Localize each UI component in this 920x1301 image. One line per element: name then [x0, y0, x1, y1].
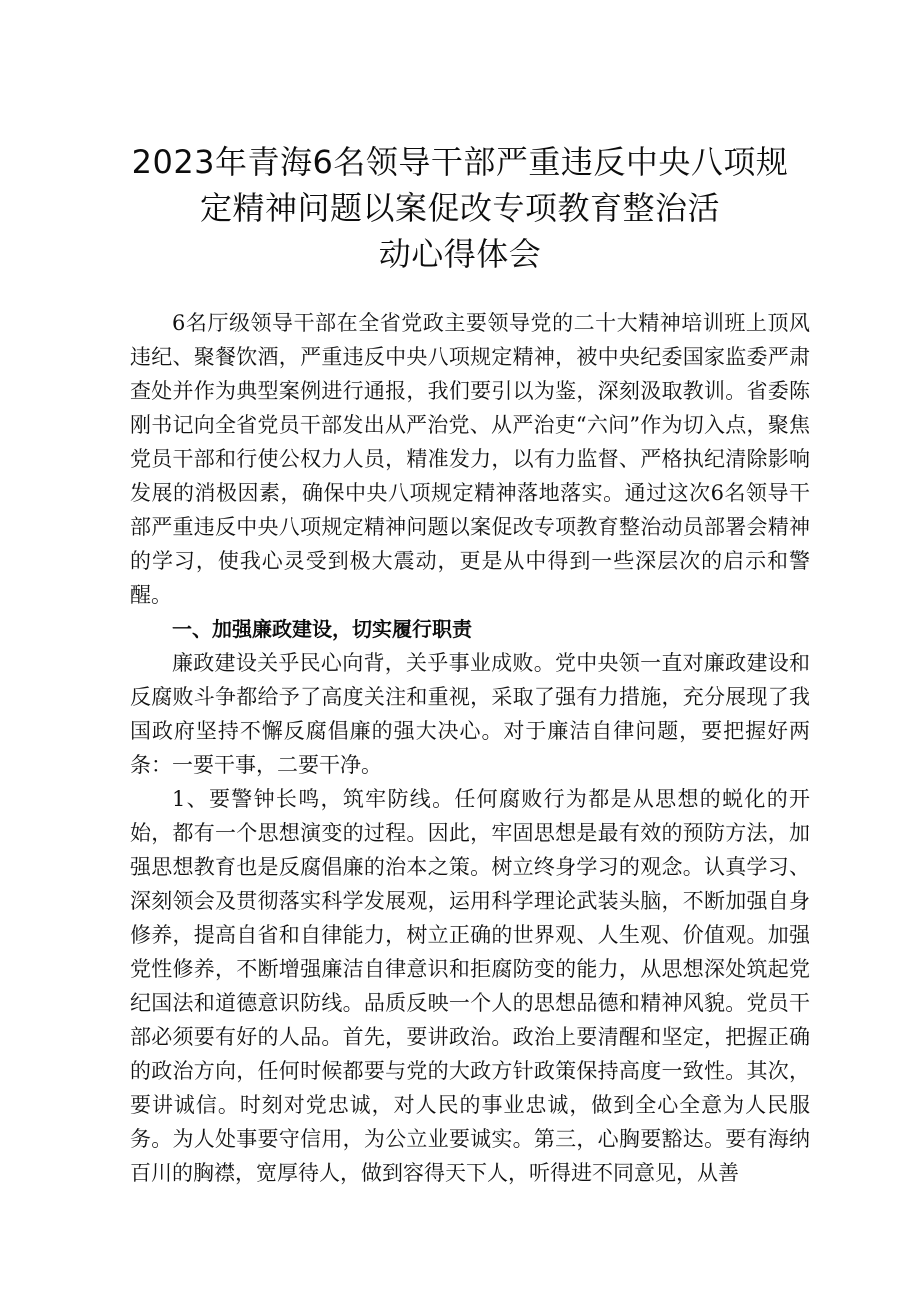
- intro-paragraph: 6名厅级领导干部在全省党政主要领导党的二十大精神培训班上顶风违纪、聚餐饮酒，严重违反中央八项规定精神，被中央纪委国家监委严肃查处并作为典型案例进行通报，我们要引以为鉴，深刻汲取教训。省委陈刚书记向全省党员干部发出从严治党、从严治吏“六问”作为切入点，聚焦党员干部和行使公权力人员，精准发力，以有力监督、严格执纪清除影响发展的消极因素，确保中央八项规定精神落地落实。通过这次6名领导干部严重违反中央八项规定精神问题以案促改专项教育整治动员部署会精神的学习，使我心灵受到极大震动，更是从中得到一些深层次的启示和警醒。: [130, 311, 810, 607]
- section-heading: 一、加强廉政建设，切实履行职责: [172, 617, 472, 641]
- body-paragraph-3: 1、要警钟长鸣，筑牢防线。任何腐败行为都是从思想的蜕化的开始，都有一个思想演变的过程。因此，牢固思想是最有效的预防方法，加强思想教育也是反腐倡廉的治本之策。树立终身学习的观念。认真学习、深刻领会及贯彻落实科学发展观，运用科学理论武装头脑，不断加强自身修养，提高自省和自律能力，树立正确的世界观、人生观、价值观。加强党性修养，不断增强廉洁自律意识和拒腐防变的能力，从思想深处筑起党纪国法和道德意识防线。品质反映一个人的思想品德和精神风貌。党员干部必须要有好的人品。首先，要讲政治。政治上要清醒和坚定，把握正确的政治方向，任何时候都要与党的大政方针政策保持高度一致性。其次，要讲诚信。时刻对党忠诚，对人民的事业忠诚，做到全心全意为人民服务。为人处事要守信用，为公立业要诚实。第三，心胸要豁达。要有海纳百川的胸襟，宽厚待人，做到容得天下人，听得进不同意见，从善: [130, 787, 810, 1185]
- title-line-2: 定精神问题以案促改专项教育整治活: [199, 189, 720, 227]
- document-body: [130, 306, 810, 1190]
- body-paragraph-2: 廉政建设关乎民心向背，关乎事业成败。党中央领一直对廉政建设和反腐败斗争都给予了高度关注和重视，采取了强有力措施，充分展现了我国政府坚持不懈反腐倡廉的强大决心。对于廉洁自律问题，要把握好两条：一要干事，二要干净。: [130, 651, 810, 777]
- title-line-1: 2023年青海6名领导干部严重违反中央八项规: [131, 143, 789, 181]
- document-title: [60, 139, 860, 277]
- title-line-3: 动心得体会: [378, 235, 542, 273]
